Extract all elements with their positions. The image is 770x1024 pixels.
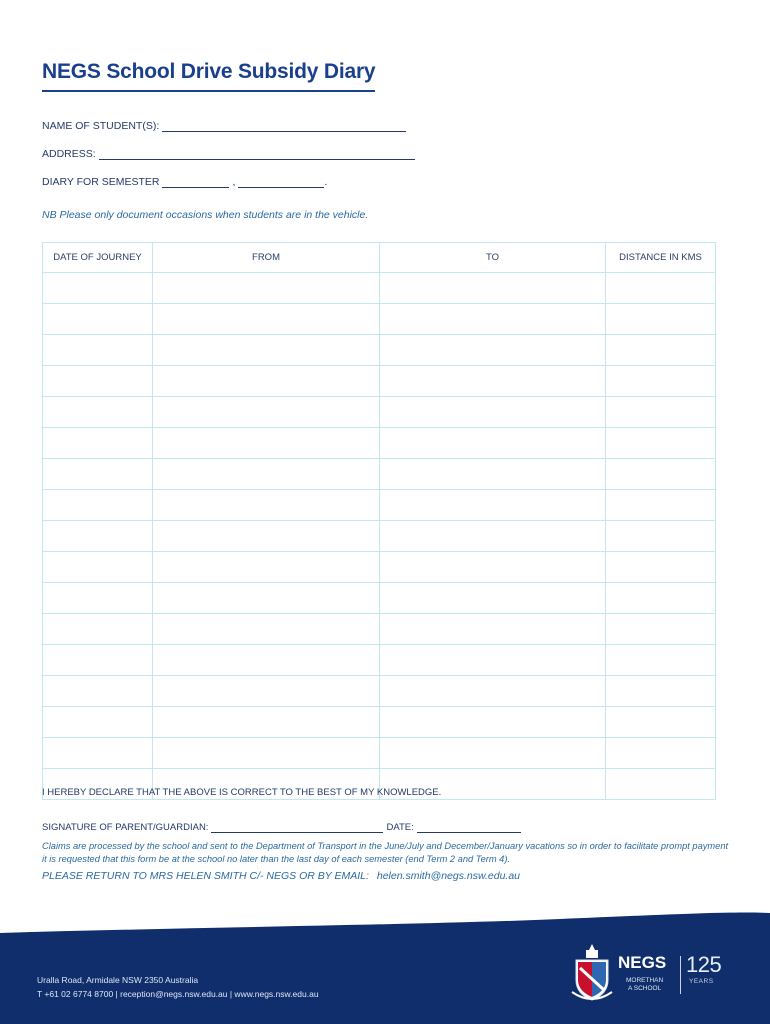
to-cell[interactable] bbox=[380, 366, 606, 397]
distance-cell[interactable] bbox=[606, 490, 716, 521]
date-cell[interactable] bbox=[43, 707, 153, 738]
date-cell[interactable] bbox=[43, 335, 153, 366]
address-label: ADDRESS: bbox=[42, 148, 96, 160]
claims-text: Claims are processed by the school and sent to the Department of Transport in the June/July and December/January vacations so in order to facilitate prompt payment it is requested that this form be at the school no later than the last day of each semester (end Term 2 and Term 4). bbox=[42, 841, 729, 864]
table-row bbox=[43, 614, 716, 645]
logo-wordmark: NEGS bbox=[618, 953, 667, 972]
distance-cell[interactable] bbox=[606, 738, 716, 769]
anniversary-label: YEARS bbox=[689, 978, 714, 985]
to-cell[interactable] bbox=[380, 304, 606, 335]
table-row bbox=[43, 645, 716, 676]
return-instructions bbox=[42, 870, 520, 882]
return-email-link[interactable]: helen.smith@negs.nsw.edu.au bbox=[376, 870, 521, 882]
distance-cell[interactable] bbox=[606, 645, 716, 676]
footer-address: Uralla Road, Armidale NSW 2350 Australia bbox=[37, 975, 199, 985]
page-title: NEGS School Drive Subsidy Diary bbox=[42, 60, 375, 92]
to-cell[interactable] bbox=[380, 459, 606, 490]
from-cell[interactable] bbox=[153, 552, 380, 583]
from-cell[interactable] bbox=[153, 738, 380, 769]
distance-cell[interactable] bbox=[606, 366, 716, 397]
distance-cell[interactable] bbox=[606, 552, 716, 583]
to-cell[interactable] bbox=[380, 335, 606, 366]
table-row bbox=[43, 707, 716, 738]
distance-cell[interactable] bbox=[606, 521, 716, 552]
distance-cell[interactable] bbox=[606, 335, 716, 366]
header-date: DATE OF JOURNEY bbox=[43, 243, 153, 273]
date-field[interactable] bbox=[417, 822, 521, 833]
to-cell[interactable] bbox=[380, 428, 606, 459]
logo-tagline-line-2: A SCHOOL bbox=[627, 985, 662, 992]
date-cell[interactable] bbox=[43, 614, 153, 645]
table-row bbox=[43, 366, 716, 397]
from-cell[interactable] bbox=[153, 645, 380, 676]
header-to: TO bbox=[380, 243, 606, 273]
date-cell[interactable] bbox=[43, 273, 153, 304]
table-row bbox=[43, 676, 716, 707]
to-cell[interactable] bbox=[380, 707, 606, 738]
date-cell[interactable] bbox=[43, 583, 153, 614]
anniversary-number: 125 bbox=[686, 952, 722, 977]
semester-field[interactable] bbox=[162, 176, 229, 188]
date-cell[interactable] bbox=[43, 397, 153, 428]
logo-tagline-line-1: MORETHAN bbox=[626, 977, 664, 984]
date-cell[interactable] bbox=[43, 676, 153, 707]
distance-cell[interactable] bbox=[606, 428, 716, 459]
distance-cell[interactable] bbox=[606, 676, 716, 707]
table-row bbox=[43, 738, 716, 769]
distance-cell[interactable] bbox=[606, 769, 716, 800]
header-from: FROM bbox=[153, 243, 380, 273]
distance-cell[interactable] bbox=[606, 397, 716, 428]
signature-row bbox=[42, 822, 524, 833]
from-cell[interactable] bbox=[153, 335, 380, 366]
school-logo bbox=[570, 940, 730, 1010]
from-cell[interactable] bbox=[153, 614, 380, 645]
semester-separator: , bbox=[232, 176, 236, 188]
date-cell[interactable] bbox=[43, 366, 153, 397]
from-cell[interactable] bbox=[153, 521, 380, 552]
from-cell[interactable] bbox=[153, 397, 380, 428]
address-row bbox=[42, 148, 415, 160]
vehicle-note: NB Please only document occasions when students are in the vehicle. bbox=[42, 209, 369, 221]
distance-cell[interactable] bbox=[606, 273, 716, 304]
from-cell[interactable] bbox=[153, 583, 380, 614]
date-cell[interactable] bbox=[43, 521, 153, 552]
date-label: DATE: bbox=[386, 822, 414, 833]
semester-end: . bbox=[324, 176, 328, 188]
signature-field[interactable] bbox=[211, 822, 383, 833]
table-row bbox=[43, 552, 716, 583]
student-name-row bbox=[42, 120, 406, 132]
to-cell[interactable] bbox=[380, 676, 606, 707]
header-distance: DISTANCE IN KMS bbox=[606, 243, 716, 273]
year-field[interactable] bbox=[238, 176, 324, 188]
distance-cell[interactable] bbox=[606, 459, 716, 490]
return-text: PLEASE RETURN TO MRS HELEN SMITH C/- NEGS OR BY EMAIL: bbox=[42, 870, 369, 882]
table-row bbox=[43, 304, 716, 335]
signature-label: SIGNATURE OF PARENT/GUARDIAN: bbox=[42, 822, 209, 833]
distance-cell[interactable] bbox=[606, 304, 716, 335]
date-cell[interactable] bbox=[43, 304, 153, 335]
to-cell[interactable] bbox=[380, 738, 606, 769]
school-crest-icon bbox=[570, 942, 614, 1006]
distance-cell[interactable] bbox=[606, 583, 716, 614]
student-name-label: NAME OF STUDENT(S): bbox=[42, 120, 160, 132]
to-cell[interactable] bbox=[380, 552, 606, 583]
logo-divider bbox=[680, 956, 681, 994]
table-header-row bbox=[43, 243, 716, 273]
date-cell[interactable] bbox=[43, 645, 153, 676]
from-cell[interactable] bbox=[153, 273, 380, 304]
to-cell[interactable] bbox=[380, 614, 606, 645]
distance-cell[interactable] bbox=[606, 614, 716, 645]
semester-label: DIARY FOR SEMESTER bbox=[42, 176, 160, 188]
footer-contact: T +61 02 6774 8700 | reception@negs.nsw.edu.au | www.negs.nsw.edu.au bbox=[37, 989, 319, 999]
footer bbox=[0, 905, 770, 1024]
from-cell[interactable] bbox=[153, 676, 380, 707]
date-cell[interactable] bbox=[43, 428, 153, 459]
journey-table-body bbox=[43, 273, 716, 800]
journey-table bbox=[42, 242, 716, 800]
table-row bbox=[43, 397, 716, 428]
date-cell[interactable] bbox=[43, 459, 153, 490]
date-cell[interactable] bbox=[43, 738, 153, 769]
distance-cell[interactable] bbox=[606, 707, 716, 738]
to-cell[interactable] bbox=[380, 521, 606, 552]
from-cell[interactable] bbox=[153, 707, 380, 738]
table-row bbox=[43, 459, 716, 490]
table-row bbox=[43, 335, 716, 366]
date-cell[interactable] bbox=[43, 490, 153, 521]
from-cell[interactable] bbox=[153, 304, 380, 335]
table-row bbox=[43, 583, 716, 614]
to-cell[interactable] bbox=[380, 490, 606, 521]
to-cell[interactable] bbox=[380, 397, 606, 428]
address-field[interactable] bbox=[99, 148, 415, 160]
semester-row bbox=[42, 176, 327, 188]
from-cell[interactable] bbox=[153, 428, 380, 459]
from-cell[interactable] bbox=[153, 366, 380, 397]
to-cell[interactable] bbox=[380, 273, 606, 304]
from-cell[interactable] bbox=[153, 459, 380, 490]
table-row bbox=[43, 428, 716, 459]
student-name-field[interactable] bbox=[162, 120, 406, 132]
declaration-text: I HEREBY DECLARE THAT THE ABOVE IS CORRECT TO THE BEST OF MY KNOWLEDGE. bbox=[42, 787, 442, 798]
table-row bbox=[43, 273, 716, 304]
date-cell[interactable] bbox=[43, 552, 153, 583]
from-cell[interactable] bbox=[153, 490, 380, 521]
to-cell[interactable] bbox=[380, 645, 606, 676]
to-cell[interactable] bbox=[380, 583, 606, 614]
logo-tagline bbox=[626, 977, 663, 993]
table-row bbox=[43, 490, 716, 521]
table-row bbox=[43, 521, 716, 552]
